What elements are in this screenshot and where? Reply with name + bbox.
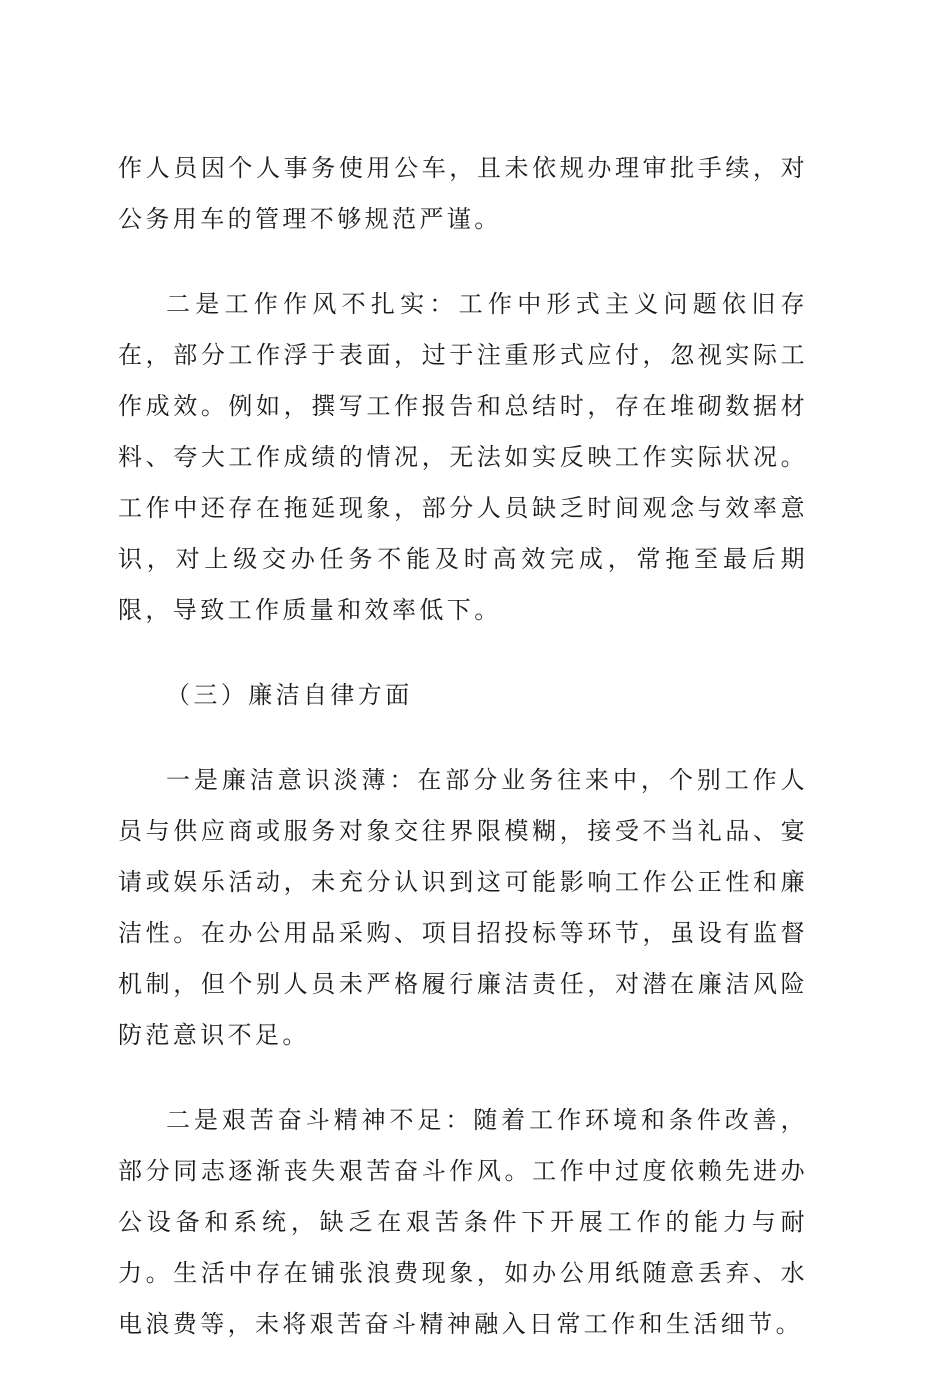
paragraph-continuation-official-car: 作人员因个人事务使用公车，且未依规办理审批手续，对公务用车的管理不够规范严谨。 <box>118 154 808 233</box>
section-heading-integrity: （三）廉洁自律方面 <box>166 681 413 709</box>
document-body <box>118 143 808 1384</box>
paragraph-work-style: 二是工作作风不扎实：工作中形式主义问题依旧存在，部分工作浮于表面，过于注重形式应付，忽视实际工作成效。例如，撰写工作报告和总结时，存在堆砌数据材料、夸大工作成绩的情况，无法如实反映工作实际状况。工作中还存在拖延现象，部分人员缺乏时间观念与效率意识，对上级交办任务不能及时高效完成，常拖至最后期限，导致工作质量和效率低下。 <box>118 290 808 624</box>
paragraph-hard-work-spirit: 二是艰苦奋斗精神不足：随着工作环境和条件改善，部分同志逐渐丧失艰苦奋斗作风。工作中过度依赖先进办公设备和系统，缺乏在艰苦条件下开展工作的能力与耐力。生活中存在铺张浪费现象，如办公用纸随意丢弃、水电浪费等，未将艰苦奋斗精神融入日常工作和生活细节。 <box>118 1106 808 1338</box>
paragraph-integrity-awareness: 一是廉洁意识淡薄：在部分业务往来中，个别工作人员与供应商或服务对象交往界限模糊，接受不当礼品、宴请或娱乐活动，未充分认识到这可能影响工作公正性和廉洁性。在办公用品采购、项目招投标等环节，虽设有监督机制，但个别人员未严格履行廉洁责任，对潜在廉洁风险防范意识不足。 <box>118 766 808 1049</box>
